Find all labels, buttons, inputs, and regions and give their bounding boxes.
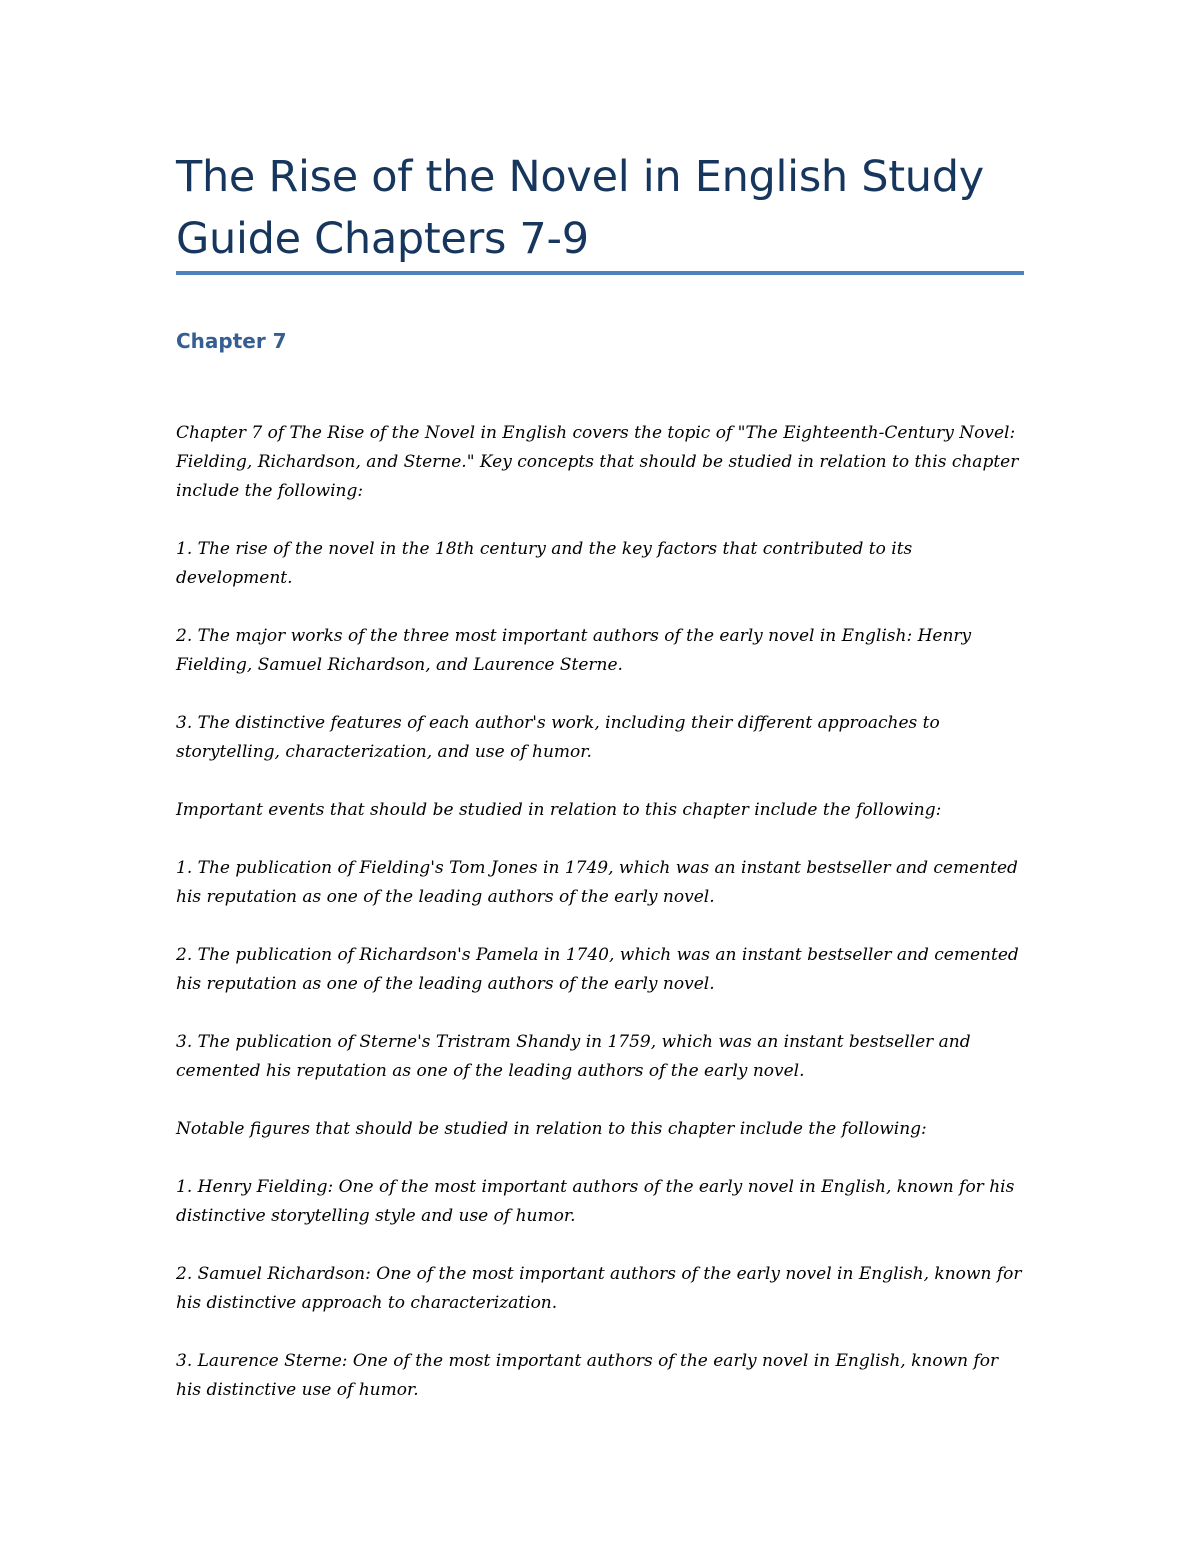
document-title: The Rise of the Novel in English Study Guide Chapters 7-9 [176, 152, 984, 264]
event-item-1: 1. The publication of Fielding's Tom Jones in 1749, which was an instant bestseller and cemented his reputation as one of the leading authors of the early novel. [176, 858, 1018, 907]
concept-item-2: 2. The major works of the three most important authors of the early novel in English: Henry Fielding, Samuel Richardson, and Laurence Sterne. [176, 626, 972, 675]
figures-intro-paragraph: Notable figures that should be studied in relation to this chapter include the following: [176, 1119, 927, 1139]
intro-paragraph: Chapter 7 of The Rise of the Novel in English covers the topic of "The Eighteenth-Century Novel: Fielding, Richardson, and Sterne." Key concepts that should be studied in relation to this chapter include the following: [176, 423, 1019, 501]
events-intro-paragraph: Important events that should be studied in relation to this chapter include the following: [176, 800, 942, 820]
event-item-3: 3. The publication of Sterne's Tristram Shandy in 1759, which was an instant bestseller and cemented his reputation as one of the leading authors of the early novel. [176, 1032, 971, 1081]
figure-item-1: 1. Henry Fielding: One of the most important authors of the early novel in English, known for his distinctive storytelling style and use of humor. [176, 1177, 1015, 1226]
title-underline [176, 271, 1024, 275]
concept-item-1: 1. The rise of the novel in the 18th century and the key factors that contributed to its development. [176, 539, 913, 588]
figure-item-3: 3. Laurence Sterne: One of the most important authors of the early novel in English, known for his distinctive use of humor. [176, 1351, 999, 1400]
chapter-heading: Chapter 7 [176, 329, 287, 353]
figure-item-2: 2. Samuel Richardson: One of the most important authors of the early novel in English, known for his distinctive approach to characterization. [176, 1264, 1022, 1313]
concept-item-3: 3. The distinctive features of each author's work, including their different approaches to storytelling, characterization, and use of humor. [176, 713, 940, 762]
event-item-2: 2. The publication of Richardson's Pamela in 1740, which was an instant bestseller and cemented his reputation as one of the leading authors of the early novel. [176, 945, 1019, 994]
